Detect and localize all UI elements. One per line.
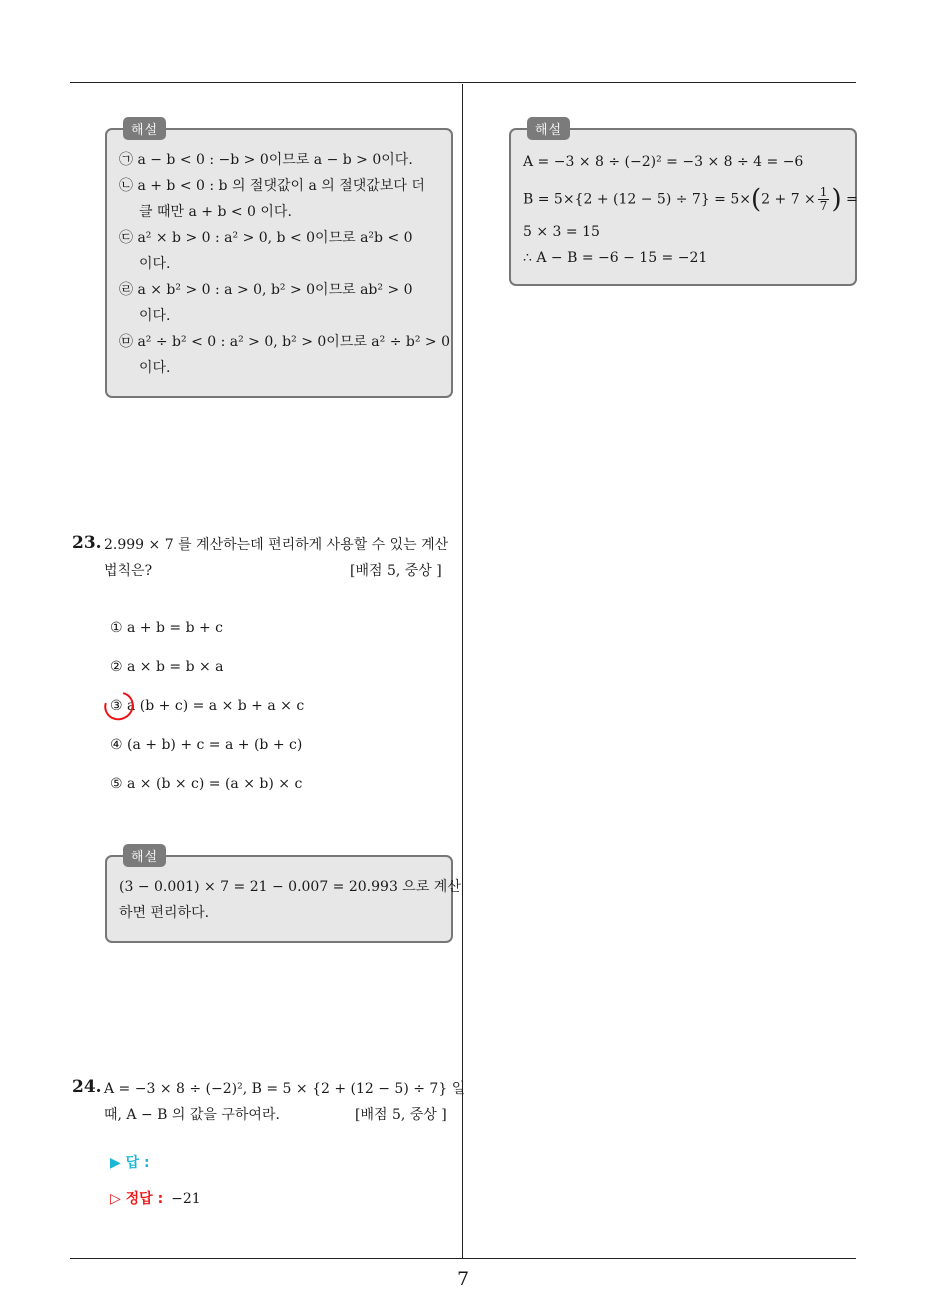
open-paren: ( [751, 184, 762, 215]
question-24-text-line1: A = −3 × 8 ÷ (−2)², B = 5 × {2 + (12 − 5) ÷ 7} 일 [104, 1081, 466, 1097]
b-expression-suffix: = [846, 191, 858, 208]
question-23-text-line1: 2.999 × 7 를 계산하는데 편리하게 사용할 수 있는 계산 [104, 537, 449, 553]
selected-answer-circle [99, 686, 139, 725]
question-24-score: [배점 5, 중상 ] [355, 1107, 447, 1123]
bottom-rule [70, 1258, 856, 1259]
explanation-line: 이다. [139, 360, 171, 376]
option-4[interactable]: ④ (a + b) + c = a + (b + c) [110, 737, 303, 753]
correct-answer-row [110, 1188, 201, 1208]
explanation-line: ∴ A − B = −6 − 15 = −21 [523, 250, 708, 266]
question-number-24: 24. [72, 1077, 102, 1097]
fraction-denominator: 7 [819, 199, 828, 213]
question-23-score: [배점 5, 중상 ] [350, 563, 442, 579]
explanation-tag: 해설 [123, 117, 166, 140]
option-2[interactable]: ② a × b = b × a [110, 659, 224, 675]
explanation-tag: 해설 [527, 117, 570, 140]
explanation-line: ㉡ a + b < 0 : b 의 절댓값이 a 의 절댓값보다 더 [119, 178, 425, 194]
correct-answer-label: ▷ 정답 : [110, 1191, 164, 1207]
explanation-box-2 [105, 850, 461, 943]
explanation-line: 클 때만 a + b < 0 이다. [139, 204, 292, 220]
explanation-line: ㉤ a² ÷ b² < 0 : a² > 0, b² > 0이므로 a² ÷ b² > 0 [119, 334, 451, 350]
explanation-tag: 해설 [123, 844, 166, 867]
explanation-line: ㉢ a² × b > 0 : a² > 0, b < 0이므로 a²b < 0 [119, 230, 413, 246]
explanation-line: 5 × 3 = 15 [523, 224, 600, 240]
explanation-line: ㉣ a × b² > 0 : a > 0, b² > 0이므로 ab² > 0 [119, 282, 413, 298]
page-number: 7 [456, 1268, 470, 1290]
correct-answer-value: −21 [171, 1191, 201, 1207]
explanation-line-fraction [523, 186, 858, 213]
explanation-box-1 [105, 123, 453, 398]
close-paren: ) [831, 184, 842, 215]
b-expression-inner: 2 + 7 × [761, 191, 816, 208]
option-3[interactable]: ③ a (b + c) = a × b + a × c [110, 698, 305, 714]
fraction-numerator: 1 [819, 185, 828, 199]
explanation-line: 하면 편리하다. [119, 905, 210, 921]
explanation-line: (3 − 0.001) × 7 = 21 − 0.007 = 20.993 으로 계산 [119, 879, 461, 895]
explanation-box-right [509, 123, 858, 286]
answer-input-label[interactable]: ▶ 답 : [110, 1155, 150, 1171]
explanation-line: A = −3 × 8 ÷ (−2)² = −3 × 8 ÷ 4 = −6 [523, 154, 804, 170]
b-expression-prefix: B = 5×{2 + (12 − 5) ÷ 7} = 5× [523, 191, 751, 208]
question-number-23: 23. [72, 533, 102, 553]
question-24-text-line2: 때, A − B 의 값을 구하여라. [104, 1107, 280, 1123]
option-1[interactable]: ① a + b = b + c [110, 620, 224, 636]
explanation-line: ㉠ a − b < 0 : −b > 0이므로 a − b > 0이다. [119, 152, 413, 168]
explanation-line: 이다. [139, 256, 171, 272]
explanation-line: 이다. [139, 308, 171, 324]
top-rule [70, 82, 856, 83]
option-5[interactable]: ⑤ a × (b × c) = (a × b) × c [110, 776, 303, 792]
question-23-text-line2: 법칙은? [104, 563, 153, 579]
fraction [818, 186, 830, 213]
